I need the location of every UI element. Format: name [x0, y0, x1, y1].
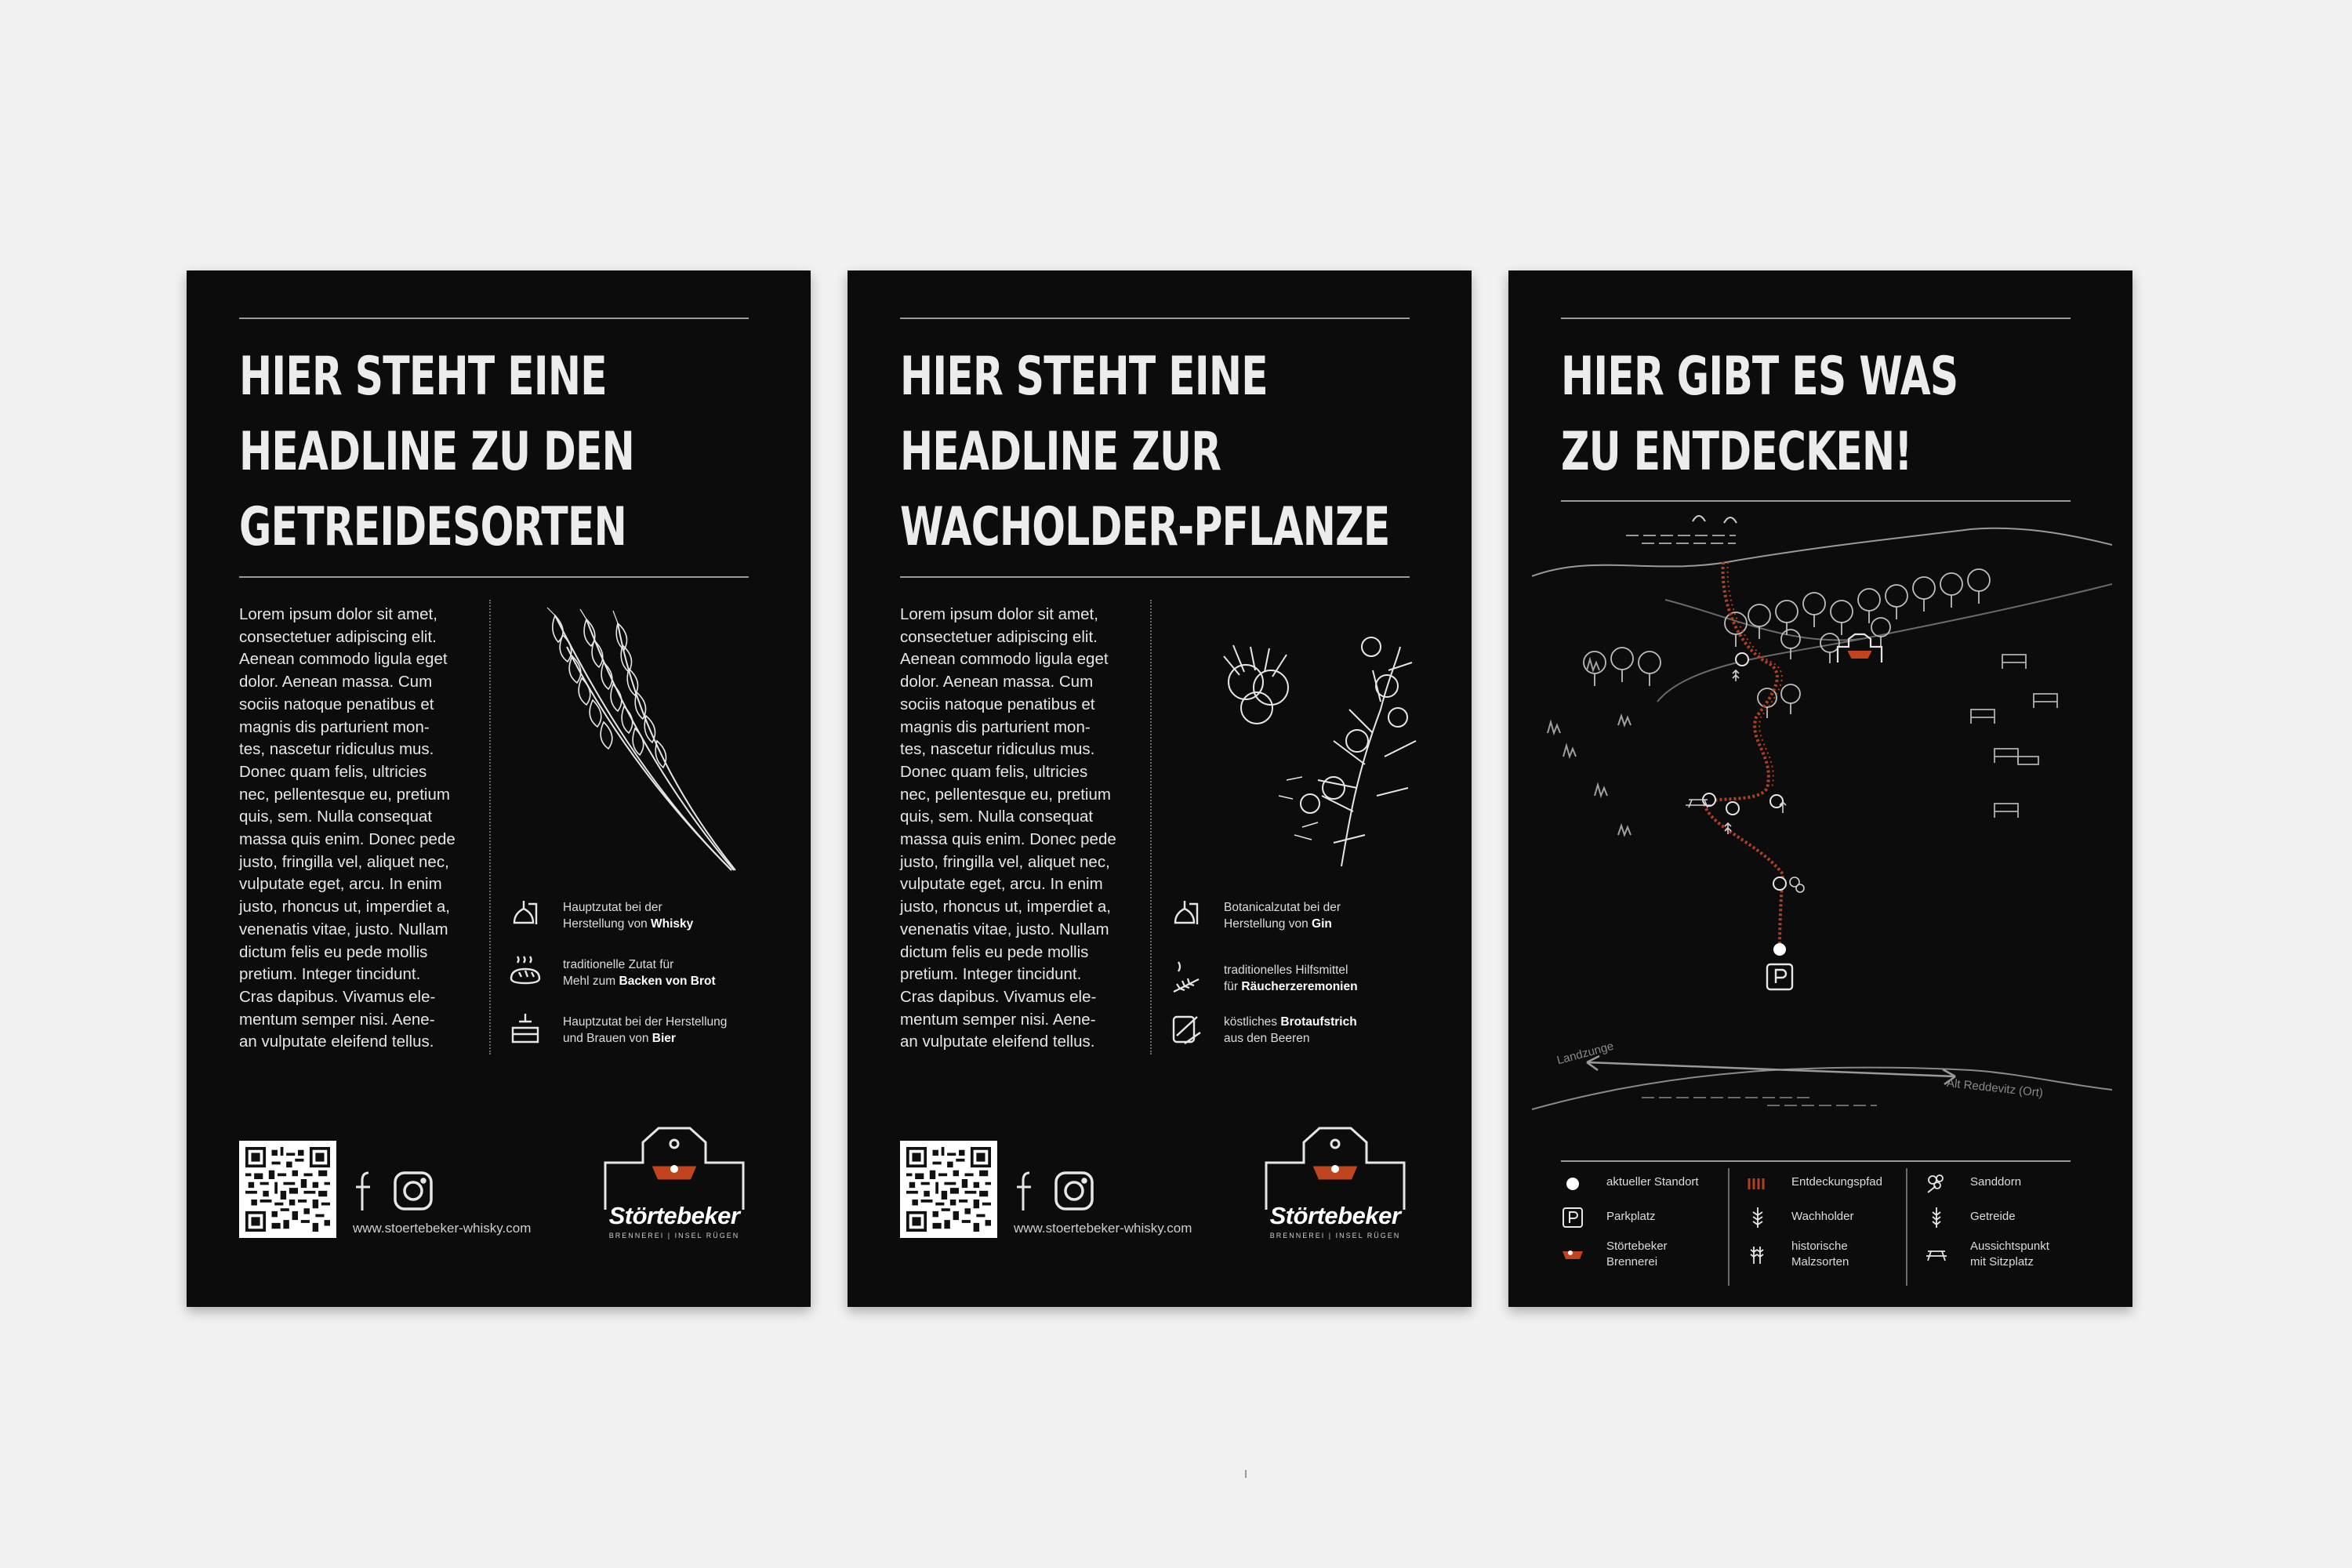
body-line: mentum semper nisi. Aene- — [239, 1010, 435, 1029]
body-line: Aenean commodo ligula eget — [900, 650, 1109, 669]
dotted-divider — [489, 600, 491, 1054]
body-line: sociis natoque penatibus et — [900, 695, 1095, 713]
body-line: tes, nascetur ridiculus mus. — [239, 740, 434, 759]
headline: HIER GIBT ES WAS ZU ENTDECKEN! — [1561, 346, 1958, 483]
body-line: Donec quam felis, ultricies — [900, 762, 1088, 781]
body-line: nec, pellentesque eu, pretium — [900, 785, 1111, 804]
body-line: quis, sem. Nulla consequat — [239, 808, 433, 826]
body-line: Donec quam felis, ultricies — [239, 762, 427, 781]
headline-bottom-rule — [900, 576, 1410, 578]
info-sign-map — [1508, 270, 2132, 1307]
body-line: an vulputate eleifend tellus. — [900, 1033, 1095, 1051]
body-line: Lorem ipsum dolor sit amet, — [900, 605, 1098, 623]
legend-top-rule — [1561, 1160, 2071, 1162]
bread-icon — [508, 955, 543, 989]
body-line: venenatis vitae, justo. Nullam — [900, 920, 1109, 938]
top-rule — [239, 318, 749, 319]
trail-map — [1532, 506, 2112, 1156]
info-sign-juniper: HIER STEHT EINE HEADLINE ZUR WACHOLDER-PFLANZE Lorem ipsum dolor sit amet, consectetuer adipiscing elit. Aenean commodo ligula eget dolor. Aenean massa. Cum sociis natoque penatibus et magnis dis parturient mon- tes, nascetur ridiculus mus. Donec quam felis, ultricies nec, pellentesque eu, pretium quis, sem. Nulla consequat massa quis enim. Donec pede justo, fringilla vel, aliquet nec, vulputate eget, arcu. In enim justo, rhoncus ut, imperdiet a, venenatis vitae, justo. Nullam dictum felis eu pede mollis pretium. Integer tincidunt. Cras dapibus. Vivamus ele- mentum semper nisi. Aene- an vulputate eleifend tellus. Botanicalzutat bei der Herstellung von Gin traditionelles Hilfsmittel für Räucherzeremonien köstliches Brotaufstrich aus den Beeren www.stoertebeker-whisky.com Störtebeker BRENNEREI | INSEL RÜGEN — [848, 270, 1472, 1307]
juniper-illustration — [1192, 600, 1428, 898]
map-label-right: Alt Reddevitz (Ort) — [1946, 1076, 2044, 1100]
info-sign-grains: HIER STEHT EINE HEADLINE ZU DEN GETREIDESORTEN Lorem ipsum dolor sit amet, consectetuer adipiscing elit. Aenean commodo ligula eget dolor. Aenean massa. Cum sociis natoque penatibus et magnis dis parturient mon- tes, nascetur ridiculus mus. Donec quam felis, ultricies nec, pellentesque eu, pretium quis, sem. Nulla consequat massa quis enim. Donec pede justo, fringilla vel, aliquet nec, vulputate eget, arcu. In enim justo, rhoncus ut, imperdiet a, venenatis vitae, justo. Nullam dictum felis eu pede mollis pretium. Integer tincidunt. Cras dapibus. Vivamus ele- mentum semper nisi. Aene- an vulputate eleifend tellus. Hauptzutat bei der Herstellung von Whisky traditionelle Zutat für Mehl zum Backen von Brot Hauptzutat bei der Herstellung und Brauen von Bier www.stoertebeker-whisky.com Störtebeker BRENNEREI | INSEL RÜGEN — [187, 270, 811, 1307]
body-line: quis, sem. Nulla consequat — [900, 808, 1094, 826]
still-icon — [508, 898, 543, 932]
body-line: dictum felis eu pede mollis — [239, 942, 428, 961]
headline: HIER STEHT EINE HEADLINE ZU DEN GETREIDESORTEN — [239, 346, 635, 558]
current-location-icon — [1561, 1172, 1584, 1196]
juniper-icon — [1746, 1206, 1769, 1229]
trail-icon — [1746, 1172, 1769, 1196]
body-line: mentum semper nisi. Aene- — [900, 1010, 1096, 1029]
qr-code[interactable] — [900, 1141, 997, 1238]
brand-logo: Störtebeker BRENNEREI | INSEL RÜGEN — [604, 1117, 745, 1250]
body-line: justo, fringilla vel, aliquet nec, — [239, 852, 449, 871]
body-line: justo, rhoncus ut, imperdiet a, — [900, 898, 1111, 916]
top-rule — [900, 318, 1410, 319]
body-line: magnis dis parturient mon- — [239, 717, 430, 736]
qr-code[interactable] — [239, 1141, 336, 1238]
legend-divider — [1906, 1168, 1907, 1286]
stray-mark — [1245, 1470, 1247, 1478]
body-line: massa quis enim. Donec pede — [239, 830, 456, 849]
facebook-icon[interactable] — [1014, 1168, 1037, 1212]
body-line: pretium. Integer tincidunt. — [900, 965, 1082, 984]
brewery-building-icon — [1265, 1117, 1406, 1211]
body-line: sociis natoque penatibus et — [239, 695, 434, 713]
website-url[interactable]: www.stoertebeker-whisky.com — [353, 1221, 532, 1236]
headline-bottom-rule — [239, 576, 749, 578]
body-line: consectetuer adipiscing elit. — [900, 627, 1098, 646]
headline-bottom-rule — [1561, 500, 2071, 502]
body-line: Cras dapibus. Vivamus ele- — [900, 987, 1097, 1006]
top-rule — [1561, 318, 2071, 319]
body-line: justo, fringilla vel, aliquet nec, — [900, 852, 1110, 871]
brewing-kettle-icon — [508, 1012, 543, 1047]
body-line: Aenean commodo ligula eget — [239, 650, 448, 669]
body-line: venenatis vitae, justo. Nullam — [239, 920, 448, 938]
body-line: tes, nascetur ridiculus mus. — [900, 740, 1095, 759]
sea-buckthorn-icon — [1925, 1172, 1948, 1196]
body-line: dolor. Aenean massa. Cum — [239, 673, 433, 691]
dotted-divider — [1150, 600, 1152, 1054]
smoke-herb-icon — [1169, 960, 1203, 995]
malt-icon — [1746, 1243, 1769, 1267]
map-legend: aktueller Standort Parkplatz Störtebeker Brennerei Entdeckungspfad Wachholder historische Malzsorten Sanddorn Getreide Aussichtspunkt mit Sitzplatz — [1561, 1168, 2110, 1286]
headline: HIER STEHT EINE HEADLINE ZUR WACHOLDER-PFLANZE — [900, 346, 1390, 558]
body-line: consectetuer adipiscing elit. — [239, 627, 437, 646]
body-line: vulputate eget, arcu. In enim — [239, 875, 442, 894]
wheat-illustration — [532, 600, 767, 898]
body-line: pretium. Integer tincidunt. — [239, 965, 421, 984]
body-text — [239, 604, 474, 1054]
still-icon — [1169, 898, 1203, 932]
body-line: nec, pellentesque eu, pretium — [239, 785, 450, 804]
body-line: dictum felis eu pede mollis — [900, 942, 1089, 961]
body-line: justo, rhoncus ut, imperdiet a, — [239, 898, 450, 916]
spread-jar-icon — [1169, 1012, 1203, 1047]
facebook-icon[interactable] — [353, 1168, 376, 1212]
body-line: vulputate eget, arcu. In enim — [900, 875, 1103, 894]
website-url[interactable]: www.stoertebeker-whisky.com — [1014, 1221, 1192, 1236]
body-line: Cras dapibus. Vivamus ele- — [239, 987, 436, 1006]
viewpoint-icon — [1925, 1243, 1948, 1267]
body-line: an vulputate eleifend tellus. — [239, 1033, 434, 1051]
instagram-icon[interactable] — [392, 1170, 434, 1212]
body-line: massa quis enim. Donec pede — [900, 830, 1116, 849]
brewery-flag-icon — [1561, 1243, 1584, 1267]
map-label-left: Landzunge — [1555, 1039, 1616, 1068]
parking-icon — [1561, 1206, 1584, 1229]
body-line: dolor. Aenean massa. Cum — [900, 673, 1094, 691]
brewery-building-icon — [604, 1117, 745, 1211]
legend-divider — [1728, 1168, 1730, 1286]
body-line: Lorem ipsum dolor sit amet, — [239, 605, 437, 623]
body-text — [900, 604, 1135, 1054]
brand-logo: Störtebeker BRENNEREI | INSEL RÜGEN — [1265, 1117, 1406, 1250]
instagram-icon[interactable] — [1053, 1170, 1095, 1212]
grain-icon — [1925, 1206, 1948, 1229]
body-line: magnis dis parturient mon- — [900, 717, 1091, 736]
